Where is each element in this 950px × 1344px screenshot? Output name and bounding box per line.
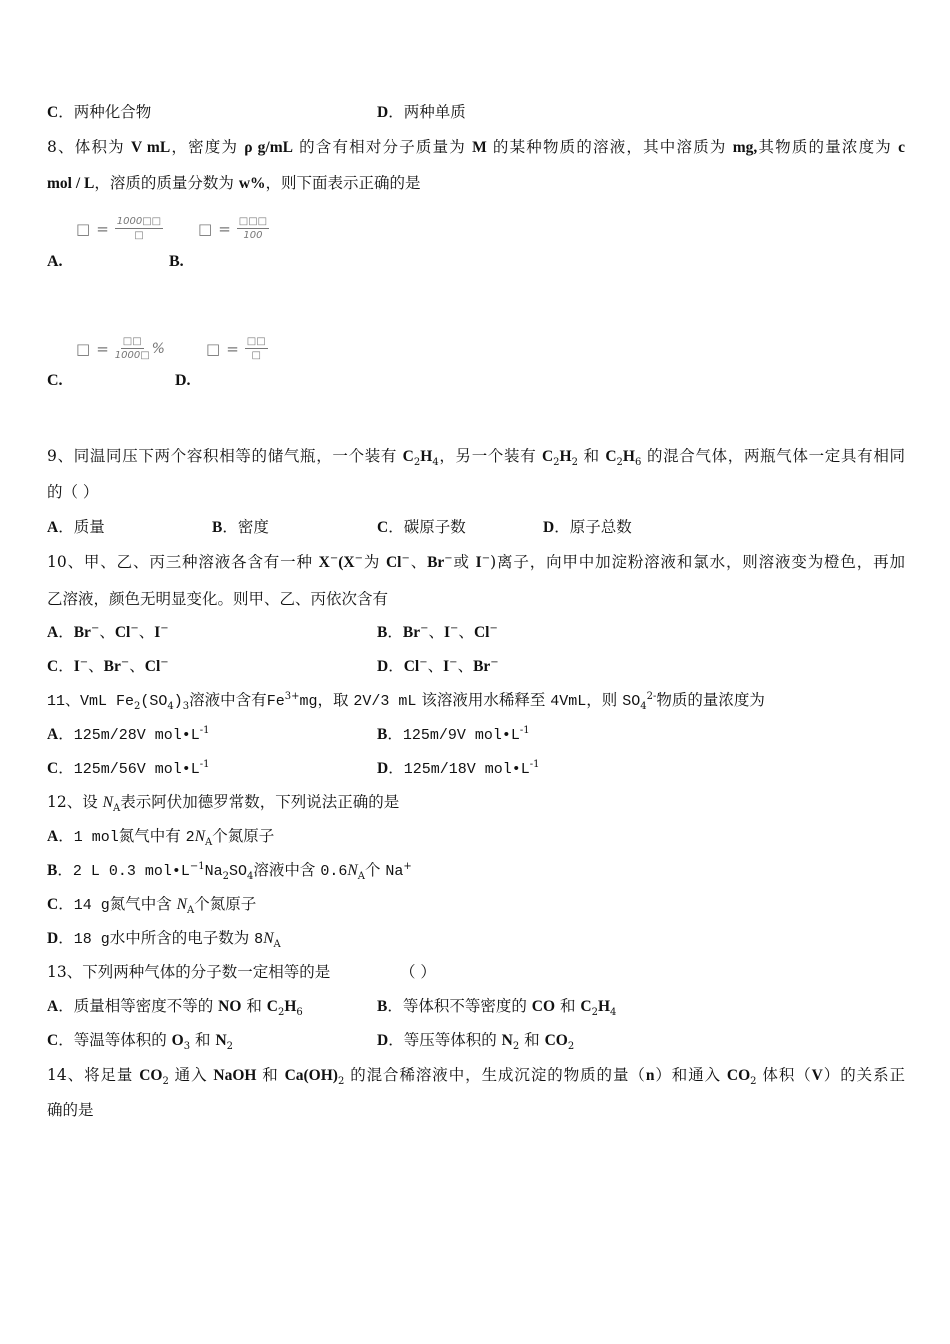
text-segment: 9、同温同压下两个容积相等的储气瓶，一个装有	[47, 447, 403, 465]
text-segment: n	[645, 1067, 655, 1084]
question-text	[47, 792, 399, 813]
fraction	[115, 336, 150, 361]
text-segment: ，密度为	[170, 138, 245, 156]
text-segment: 4	[247, 871, 254, 883]
text-segment: 、	[457, 657, 474, 675]
denominator: 1000□	[114, 350, 150, 361]
text-segment: N	[501, 1032, 513, 1049]
text-segment: -1	[199, 724, 210, 736]
text-segment: 水中所含的电子数为	[109, 929, 255, 947]
text-segment: 2	[222, 871, 230, 883]
text-segment: ，另一个装有	[438, 447, 542, 465]
text-segment: ．	[388, 657, 404, 675]
text-segment: C	[402, 448, 414, 465]
question-text	[47, 622, 169, 643]
equals-sign: =	[218, 219, 231, 238]
text-segment: 4	[432, 457, 439, 466]
text-segment: 或	[452, 553, 476, 571]
text-segment: ．	[58, 623, 74, 641]
text-segment: ．密度	[222, 518, 269, 536]
option-label-c: C.	[47, 372, 63, 389]
text-segment: 6	[634, 457, 642, 466]
question-text	[47, 724, 210, 746]
question-text	[47, 589, 388, 609]
denominator: □	[251, 350, 261, 361]
text-segment: 该溶液用水稀释至	[416, 691, 551, 709]
text-segment: 、	[427, 657, 444, 675]
text-segment: 2	[226, 1041, 234, 1053]
percent-suffix: %	[151, 340, 165, 357]
text-segment: ．	[58, 827, 74, 845]
text-segment: −	[401, 552, 410, 564]
option-text	[377, 758, 540, 780]
text-segment: Br	[103, 658, 121, 675]
text-segment: 3+	[284, 690, 300, 702]
text-segment: N	[215, 1032, 227, 1049]
equals-sign: =	[226, 339, 239, 358]
text-line	[47, 1065, 905, 1085]
text-segment: I	[443, 624, 451, 641]
question-text	[47, 962, 330, 982]
text-segment: A	[357, 871, 365, 883]
text-segment: −	[449, 656, 458, 668]
text-segment: 12、设	[47, 793, 103, 811]
text-segment: )离子，向甲中加淀粉溶液和氯水，则溶液变为橙色，再加	[490, 553, 905, 571]
text-segment: 125m/28V mol•L	[73, 727, 200, 744]
text-segment: −1	[189, 860, 205, 872]
text-segment: SO	[622, 693, 641, 710]
text-segment: 2	[567, 1041, 575, 1053]
text-segment: ）和通入	[654, 1066, 727, 1084]
text-segment: ，则下面表示正确的是	[265, 174, 421, 192]
option-label-a: A.	[47, 253, 63, 270]
text-segment: C	[541, 448, 554, 465]
text-segment: 的含有相对分子质量为	[292, 138, 473, 156]
text-segment: Br	[73, 624, 91, 641]
text-segment: 、	[99, 623, 115, 641]
text-segment: ，则	[586, 691, 623, 709]
text-segment: B	[377, 624, 388, 641]
fraction	[245, 336, 268, 361]
text-segment: 和	[241, 997, 267, 1015]
text-segment: 个氮原子	[194, 895, 257, 913]
text-segment: 、	[88, 657, 104, 675]
text-segment: A	[47, 624, 59, 641]
text-segment: C	[377, 519, 389, 536]
text-segment: 4VmL	[550, 693, 587, 710]
text-segment: −	[79, 656, 89, 668]
formula-option-c	[76, 336, 165, 361]
text-segment: 10、甲、乙、丙三种溶液各含有一种	[47, 553, 319, 571]
text-segment: ．	[387, 623, 403, 641]
text-segment: -1	[529, 758, 540, 770]
text-segment: C	[47, 896, 59, 913]
text-segment: 个氮原子	[212, 827, 275, 845]
text-segment: 14 g	[73, 897, 110, 914]
text-segment: V	[811, 1067, 823, 1084]
question-text	[47, 173, 421, 194]
text-segment: H	[284, 998, 297, 1015]
text-segment: w%	[238, 175, 266, 192]
numerator: □□	[122, 336, 142, 347]
text-segment: 2	[591, 1007, 598, 1019]
text-segment: CO	[531, 998, 556, 1015]
option-text	[377, 102, 466, 123]
formula-option-d	[206, 336, 268, 361]
text-segment: D	[47, 930, 59, 947]
text-segment: A	[187, 905, 195, 917]
text-segment: N	[102, 794, 113, 811]
text-segment: ．	[58, 657, 74, 675]
text-segment: −	[489, 622, 498, 634]
text-segment: ．等体积不等密度的	[387, 997, 532, 1015]
text-segment: ．	[57, 861, 73, 879]
text-segment: −	[444, 552, 453, 564]
text-segment: H	[420, 448, 433, 465]
text-segment: A	[273, 939, 281, 951]
text-segment: 1 mol	[73, 829, 119, 846]
text-segment: NaOH	[213, 1067, 257, 1084]
question-text	[47, 102, 151, 123]
question-text	[47, 1030, 233, 1051]
option-text	[377, 996, 616, 1017]
text-segment: mg	[299, 693, 318, 710]
text-segment: 的混合稀溶液中，生成沉淀的物质的量（	[344, 1066, 646, 1084]
text-segment: B	[212, 519, 223, 536]
text-segment: B	[377, 998, 388, 1015]
text-segment: 和	[555, 997, 581, 1015]
text-segment: D	[377, 1032, 389, 1049]
text-segment: Na	[204, 863, 223, 880]
option-text	[377, 517, 466, 538]
text-segment: 13、下列两种气体的分子数一定相等的是	[47, 963, 331, 981]
text-segment: 为	[362, 553, 386, 571]
option-text	[400, 962, 436, 982]
text-segment: ．质量	[58, 518, 105, 536]
text-segment: SO	[229, 863, 248, 880]
text-segment: 、	[129, 657, 145, 675]
text-segment: 11、VmL Fe	[47, 693, 135, 710]
text-segment: 氮气中含	[109, 895, 177, 913]
text-segment: −	[419, 656, 428, 668]
formula-option-b	[198, 216, 269, 241]
text-segment: C	[580, 998, 592, 1015]
text-segment: H	[559, 448, 572, 465]
text-segment: ．	[58, 759, 74, 777]
text-segment: 、	[409, 553, 428, 571]
text-segment: Ca(OH)	[284, 1067, 338, 1084]
text-segment: N	[176, 896, 188, 913]
text-segment: Cl	[144, 658, 161, 675]
text-segment: 125m/56V mol•L	[73, 761, 200, 778]
text-segment: A	[205, 837, 213, 849]
text-segment: −	[130, 622, 139, 634]
question-text	[47, 826, 274, 848]
text-segment: 溶液中含	[253, 861, 321, 879]
text-segment: Br	[427, 554, 445, 571]
text-segment: 2	[134, 701, 141, 713]
text-segment: H	[622, 448, 635, 465]
text-segment: 溶液中含有	[189, 691, 267, 709]
text-segment: Cl	[403, 658, 420, 675]
text-segment: N	[194, 828, 206, 845]
text-segment: 2	[413, 457, 421, 466]
question-text	[47, 894, 256, 916]
text-line	[47, 552, 905, 572]
text-segment: 和	[577, 447, 606, 465]
text-segment: 表示阿伏加德罗常数，下列说法正确的是	[120, 793, 400, 811]
text-segment: 的混合气体，两瓶气体一定具有相同	[641, 447, 905, 465]
text-segment: （ ）	[400, 963, 436, 981]
text-segment: B	[47, 862, 58, 879]
text-segment: Cl	[473, 624, 490, 641]
text-segment: 2	[571, 457, 578, 466]
numerator: □□□	[238, 216, 268, 227]
text-segment: C	[47, 104, 59, 121]
numerator: □□	[246, 336, 266, 347]
text-segment: 物质的量浓度为	[656, 691, 765, 709]
text-segment: 125m/18V mol•L	[403, 761, 530, 778]
text-segment: 2	[185, 829, 195, 846]
text-segment: 、	[458, 623, 474, 641]
text-segment: 2	[512, 1041, 520, 1053]
formula-lhs: □	[198, 219, 213, 238]
text-segment: 8	[254, 931, 264, 948]
text-segment: 确的是	[47, 1101, 94, 1119]
text-segment: −	[420, 622, 429, 634]
question-text	[47, 1100, 94, 1120]
question-text	[47, 517, 105, 538]
text-segment: A	[47, 828, 59, 845]
text-segment: ．碳原子数	[388, 518, 466, 536]
text-segment: 8、体积为	[47, 138, 131, 156]
text-segment: A	[47, 998, 59, 1015]
option-text	[377, 656, 499, 677]
text-segment: 4	[640, 701, 647, 713]
text-segment: 2	[553, 457, 560, 466]
text-segment: A	[47, 726, 59, 743]
text-segment: ）的关系正	[822, 1066, 905, 1084]
text-segment: ．	[58, 929, 74, 947]
text-segment: −	[490, 656, 499, 668]
formula-lhs: □	[76, 219, 91, 238]
text-segment: mol / L	[47, 175, 95, 192]
equals-sign: =	[96, 339, 109, 358]
text-segment: 2	[277, 1007, 285, 1019]
text-segment: 14、将足量	[47, 1066, 140, 1084]
text-segment: 2V/3 mL	[353, 693, 417, 710]
question-text	[47, 656, 169, 677]
text-segment: 个	[364, 861, 386, 879]
text-segment: 乙溶液，颜色无明显变化。则甲、乙、丙依次含有	[47, 590, 389, 608]
text-segment: ．等压等体积的	[388, 1031, 502, 1049]
text-segment: B	[377, 726, 388, 743]
text-segment: H	[597, 998, 611, 1015]
text-segment: D	[377, 760, 389, 777]
text-segment: ．	[58, 895, 74, 913]
text-segment: D	[377, 104, 389, 121]
text-segment: ．	[387, 725, 403, 743]
text-segment: I	[443, 658, 450, 675]
option-text	[377, 622, 498, 643]
option-text	[377, 724, 530, 746]
denominator: 100	[243, 230, 263, 241]
option-label-d: D.	[175, 372, 191, 389]
text-segment: Br	[473, 658, 491, 675]
text-segment: ρ g/mL	[244, 139, 293, 156]
text-segment: -1	[199, 758, 210, 770]
text-segment: (SO	[140, 693, 168, 710]
text-segment: −	[90, 622, 100, 634]
text-line	[47, 137, 905, 157]
text-segment: C	[266, 998, 278, 1015]
text-segment: CO	[544, 1032, 568, 1049]
fraction	[115, 216, 163, 241]
text-segment: 氮气中有	[118, 827, 186, 845]
formula-option-a	[76, 216, 163, 241]
text-segment: 、	[428, 623, 444, 641]
text-segment: C	[47, 658, 59, 675]
text-segment: (X	[338, 554, 355, 571]
text-segment: 的（ ）	[47, 483, 99, 501]
text-segment: −	[481, 552, 491, 564]
text-segment: 其物质的量浓度为	[757, 138, 899, 156]
text-segment: )	[173, 693, 183, 710]
text-segment: C	[47, 760, 59, 777]
text-segment: Cl	[114, 624, 131, 641]
question-text	[47, 860, 412, 882]
question-text	[47, 928, 281, 950]
text-segment: A	[47, 519, 59, 536]
text-segment: ．	[58, 725, 74, 743]
text-segment: 的某种物质的溶液，其中溶质为	[486, 138, 733, 156]
option-label-b: B.	[169, 253, 184, 270]
text-segment: 6	[296, 1007, 303, 1019]
text-segment: I	[154, 624, 161, 641]
text-segment: N	[347, 862, 358, 879]
question-text	[47, 996, 303, 1017]
text-segment: 体积（	[756, 1066, 812, 1084]
text-segment: ．	[388, 759, 404, 777]
text-segment: CO	[139, 1067, 163, 1084]
text-segment: 和	[256, 1066, 285, 1084]
text-segment: I	[475, 554, 482, 571]
text-segment: NO	[218, 998, 242, 1015]
text-segment: 4	[167, 701, 174, 713]
text-line	[47, 446, 905, 466]
fraction	[237, 216, 269, 241]
option-text	[212, 517, 269, 538]
text-segment: 4	[610, 1007, 617, 1019]
text-segment: −	[120, 656, 130, 668]
text-segment: 2	[750, 1076, 757, 1085]
text-segment: Fe	[266, 693, 285, 710]
text-segment: −	[450, 622, 459, 634]
text-segment: mg,	[732, 139, 758, 156]
text-segment: 、	[138, 623, 155, 641]
text-segment: −	[329, 552, 339, 564]
text-segment: 3	[183, 1041, 191, 1053]
text-segment: 125m/9V mol•L	[402, 727, 520, 744]
text-segment: Cl	[385, 554, 402, 571]
text-segment: 通入	[168, 1066, 214, 1084]
text-segment: M	[472, 139, 487, 156]
formula-lhs: □	[206, 339, 221, 358]
text-segment: −	[354, 552, 363, 564]
text-segment: ．质量相等密度不等的	[58, 997, 219, 1015]
question-text	[47, 758, 210, 780]
denominator: □	[134, 230, 144, 241]
text-segment: Na	[385, 863, 404, 880]
text-segment: 和	[190, 1031, 216, 1049]
text-segment: -1	[519, 724, 530, 736]
text-segment: N	[263, 930, 274, 947]
text-segment: ．等温等体积的	[58, 1031, 172, 1049]
text-segment: C	[47, 1032, 59, 1049]
text-segment: D	[377, 658, 389, 675]
text-segment: Br	[402, 624, 421, 641]
text-segment: D	[543, 519, 555, 536]
text-segment: ，取	[317, 691, 354, 709]
text-segment: O	[171, 1032, 184, 1049]
text-segment: c	[898, 139, 905, 156]
question-text	[47, 690, 765, 712]
text-segment: CO	[726, 1067, 751, 1084]
text-segment: 0.6	[320, 863, 348, 880]
text-segment: −	[160, 622, 169, 634]
option-text	[543, 517, 632, 538]
text-segment: X	[318, 554, 330, 571]
equals-sign: =	[96, 219, 109, 238]
text-segment: I	[73, 658, 80, 675]
text-segment: ，溶质的质量分数为	[94, 174, 239, 192]
numerator: 1000□□	[116, 216, 162, 227]
text-segment: V mL	[130, 139, 171, 156]
text-segment: −	[160, 656, 169, 668]
text-segment: +	[403, 860, 412, 872]
text-segment: 2 L 0.3 mol•L	[72, 863, 190, 880]
option-text	[377, 1030, 574, 1051]
formula-lhs: □	[76, 339, 91, 358]
text-segment: ．两种化合物	[58, 103, 152, 121]
text-segment: A	[113, 803, 121, 815]
text-segment: 2-	[646, 690, 657, 702]
text-segment: 2	[162, 1076, 169, 1085]
text-segment: ．两种单质	[388, 103, 466, 121]
text-segment: 2	[616, 457, 623, 466]
text-segment: 18 g	[73, 931, 110, 948]
text-segment: 3	[182, 701, 190, 713]
text-segment: C	[605, 448, 617, 465]
question-text	[47, 482, 98, 502]
text-segment: 2	[337, 1076, 345, 1085]
text-segment: 和	[519, 1031, 545, 1049]
text-segment: ．原子总数	[554, 518, 632, 536]
